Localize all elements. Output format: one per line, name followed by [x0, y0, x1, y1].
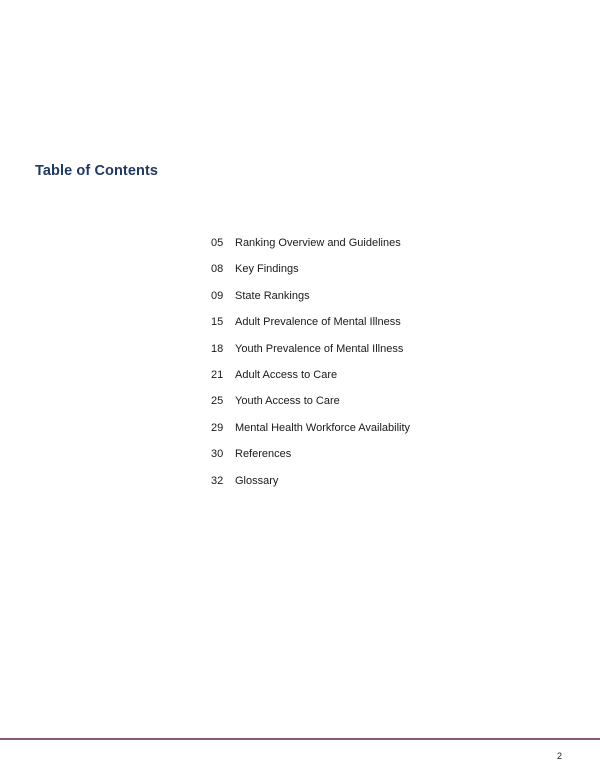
toc-page-number: 09 [211, 289, 224, 302]
toc-entry-label: State Rankings [235, 289, 310, 302]
toc-page-number: 18 [211, 342, 224, 355]
page-number: 2 [557, 751, 563, 761]
toc-page-number: 15 [211, 316, 224, 329]
toc-entry-label: References [235, 448, 292, 461]
toc-page-number: 21 [211, 368, 224, 381]
table-of-contents-list [211, 236, 410, 500]
toc-entry-youth-prevalence[interactable] [211, 342, 410, 368]
toc-entry-label: Mental Health Workforce Availability [235, 421, 411, 434]
toc-page-number: 05 [211, 237, 224, 249]
toc-page-number: 29 [211, 421, 224, 434]
toc-entry-label: Youth Access to Care [235, 395, 340, 408]
toc-entry-glossary[interactable] [211, 474, 410, 500]
toc-entry-label: Adult Access to Care [235, 368, 338, 381]
toc-entry-label: Key Findings [235, 263, 299, 276]
toc-page-number: 25 [211, 395, 224, 408]
toc-entry-label: Adult Prevalence of Mental Illness [235, 316, 401, 329]
toc-entry-label: Ranking Overview and Guidelines [235, 237, 401, 249]
toc-page-number: 32 [211, 474, 224, 487]
toc-entry-state-rankings[interactable] [211, 289, 410, 315]
toc-entry-adult-prevalence[interactable] [211, 315, 410, 341]
toc-entry-youth-access[interactable] [211, 394, 410, 420]
footer-divider [0, 738, 600, 740]
toc-page-number: 08 [211, 263, 224, 276]
toc-page-number: 30 [211, 448, 224, 461]
toc-entry-label: Youth Prevalence of Mental Illness [235, 342, 404, 355]
toc-entry-adult-access[interactable] [211, 368, 410, 394]
toc-entry-key-findings[interactable] [211, 262, 410, 288]
page-title: Table of Contents [35, 163, 159, 179]
toc-entry-workforce[interactable] [211, 421, 410, 447]
toc-entry-label: Glossary [235, 474, 279, 487]
toc-entry-ranking-overview[interactable] [211, 236, 410, 262]
toc-entry-references[interactable] [211, 447, 410, 473]
